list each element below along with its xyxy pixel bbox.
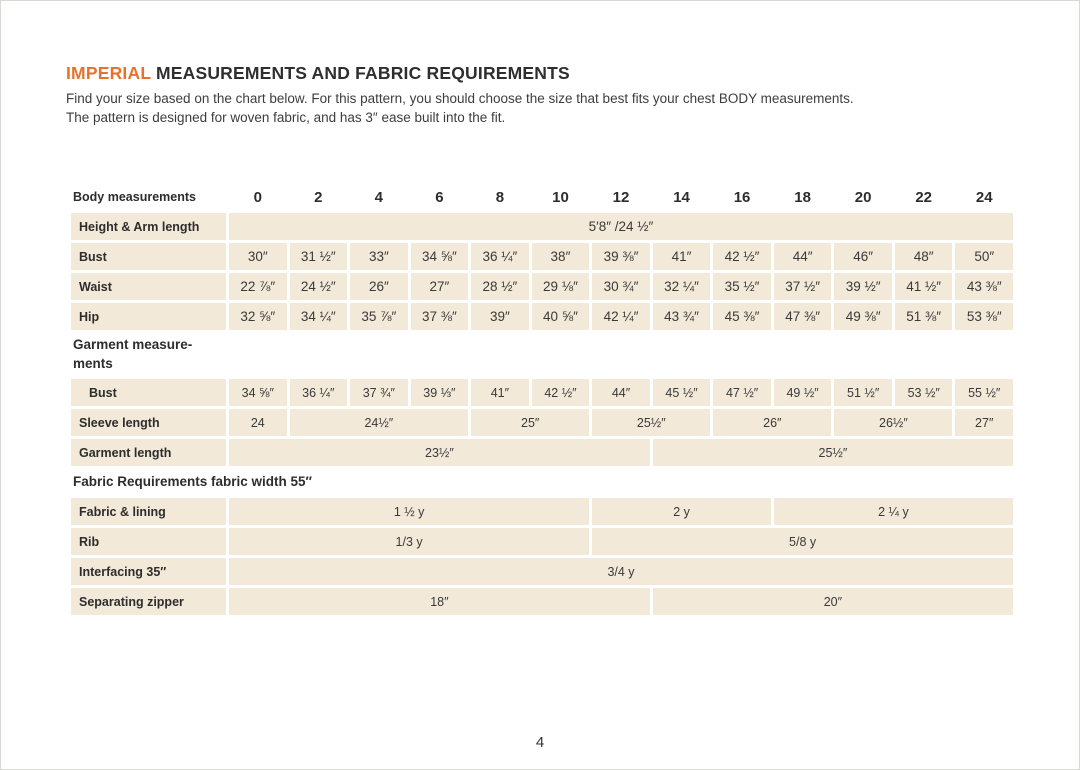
value-cell: 45 ½″ [653,379,711,406]
value-cell: 27″ [955,409,1013,436]
value-cell: 2 ¼ y [774,498,1013,525]
size-column-header: 18 [794,188,811,206]
value-cell: 50″ [955,243,1013,270]
value-cell: 46″ [834,243,892,270]
row-label: Separating zipper [71,588,226,615]
value-cell: 32 ⅝″ [229,303,287,330]
table-row [71,243,1013,270]
value-cell: 40 ⅝″ [532,303,590,330]
page-number: 4 [535,734,545,751]
size-column-header: 10 [552,188,569,206]
size-column-header: 2 [314,188,323,206]
table-row [71,379,1013,406]
value-cell: 55 ½″ [955,379,1013,406]
table-row [71,588,1013,615]
value-cell: 51 ½″ [834,379,892,406]
value-cell: 26″ [713,409,831,436]
value-cell: 42 ¼″ [592,303,650,330]
value-cell: 43 ¾″ [653,303,711,330]
value-cell: 34 ⅝″ [229,379,287,406]
value-cell: 18″ [229,588,650,615]
size-table [71,184,1013,615]
value-cell: 49 ⅜″ [834,303,892,330]
value-cell: 36 ¼″ [471,243,529,270]
table-row [71,558,1013,585]
value-cell: 26″ [350,273,408,300]
value-cell: 5′8″ /24 ½″ [229,213,1013,240]
value-cell: 37 ½″ [774,273,832,300]
value-cell: 25½″ [653,439,1013,466]
title-rest: MEASUREMENTS AND FABRIC REQUIREMENTS [155,63,570,83]
value-cell: 53 ½″ [895,379,953,406]
table-row [71,303,1013,330]
size-column-header: 4 [374,188,383,206]
value-cell: 39 ⅓″ [411,379,469,406]
table-row [71,528,1013,555]
size-column-header: 8 [495,188,505,206]
value-cell: 24 [229,409,287,436]
value-cell: 49 ½″ [774,379,832,406]
value-cell: 44″ [592,379,650,406]
value-cell: 37 ⅜″ [411,303,469,330]
value-cell: 28 ½″ [471,273,529,300]
body-measurements-label: Body measurements [73,190,196,204]
value-cell: 20″ [653,588,1013,615]
value-cell: 37 ¾″ [350,379,408,406]
size-column-header: 20 [854,188,872,206]
value-cell: 47 ½″ [713,379,771,406]
row-label: Height & Arm length [71,213,226,240]
section-heading [71,333,1013,375]
size-column-header: 16 [733,188,751,206]
value-cell: 30 ¾″ [592,273,650,300]
value-cell: 44″ [774,243,832,270]
size-column-header: 0 [253,188,262,206]
value-cell: 29 ⅛″ [532,273,590,300]
value-cell: 42 ½″ [532,379,590,406]
table-header-row [71,184,1013,210]
value-cell: 25″ [471,409,589,436]
row-label: Rib [71,528,226,555]
value-cell: 5/8 y [592,528,1013,555]
value-cell: 39 ⅜″ [592,243,650,270]
section-heading-text: Fabric Requirements fabric width 55″ [73,474,313,489]
value-cell: 39 ½″ [834,273,892,300]
row-label: Hip [71,303,226,330]
page-title [66,63,1016,84]
value-cell: 53 ⅜″ [955,303,1013,330]
table-row [71,273,1013,300]
value-cell: 1 ½ y [229,498,589,525]
value-cell: 41″ [471,379,529,406]
value-cell: 35 ½″ [713,273,771,300]
value-cell: 31 ½″ [290,243,348,270]
value-cell: 36 ¼″ [290,379,348,406]
value-cell: 43 ⅜″ [955,273,1013,300]
value-cell: 34 ¼″ [290,303,348,330]
page-content [66,63,1016,618]
value-cell: 39″ [471,303,529,330]
value-cell: 47 ⅜″ [774,303,832,330]
row-label: Interfacing 35″ [71,558,226,585]
section-heading-text: Garment measure-ments [73,337,193,371]
size-column-header: 24 [975,188,993,206]
row-label: Sleeve length [71,409,226,436]
value-cell: 41 ½″ [895,273,953,300]
table-row [71,439,1013,466]
size-column-header: 22 [915,188,933,206]
value-cell: 51 ⅜″ [895,303,953,330]
size-column-header: 6 [435,188,444,206]
value-cell: 38″ [532,243,590,270]
value-cell: 30″ [229,243,287,270]
value-cell: 32 ¼″ [653,273,711,300]
row-label: Bust [71,379,226,406]
size-column-header: 14 [673,188,690,206]
value-cell: 26½″ [834,409,952,436]
value-cell: 1/3 y [229,528,589,555]
table-row [71,213,1013,240]
table-row [71,409,1013,436]
value-cell: 2 y [592,498,771,525]
value-cell: 27″ [411,273,469,300]
row-label: Garment length [71,439,226,466]
row-label: Fabric & lining [71,498,226,525]
value-cell: 23½″ [229,439,650,466]
value-cell: 3/4 y [229,558,1013,585]
value-cell: 25½″ [592,409,710,436]
value-cell: 48″ [895,243,953,270]
value-cell: 42 ½″ [713,243,771,270]
value-cell: 41″ [653,243,711,270]
value-cell: 24 ½″ [290,273,348,300]
value-cell: 24½″ [290,409,469,436]
row-label: Waist [71,273,226,300]
title-highlight: IMPERIAL [66,63,151,83]
value-cell: 35 ⅞″ [350,303,408,330]
value-cell: 45 ⅜″ [713,303,771,330]
intro-line-1: Find your size based on the chart below. For this pattern, you should choose the size that best fits your chest BODY measurements. [66,91,854,106]
value-cell: 33″ [350,243,408,270]
value-cell: 34 ⅝″ [411,243,469,270]
section-heading [71,469,1013,494]
row-label: Bust [71,243,226,270]
table-row [71,498,1013,525]
intro-text [66,89,1016,127]
intro-line-2: The pattern is designed for woven fabric, and has 3″ ease built into the fit. [66,110,506,125]
size-column-header: 12 [612,188,630,206]
value-cell: 22 ⅞″ [229,273,287,300]
